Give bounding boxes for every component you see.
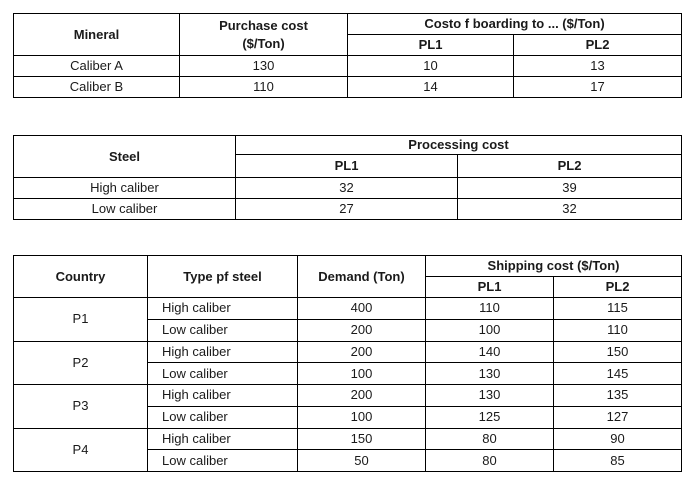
type-cell: Low caliber (148, 319, 298, 341)
demand-cell: 200 (298, 319, 426, 341)
country-cell: P4 (14, 428, 148, 472)
header-processing-cost: Processing cost (236, 136, 682, 155)
header-pl1: PL1 (426, 277, 554, 298)
purchase-cost-cell: 110 (180, 77, 348, 98)
header-pl2: PL2 (554, 277, 682, 298)
mineral-cost-table (13, 13, 682, 98)
header-pl2: PL2 (458, 155, 682, 178)
pl2-cell: 90 (554, 428, 682, 450)
type-cell: Low caliber (148, 450, 298, 472)
pl1-cell: 80 (426, 450, 554, 472)
header-boarding-cost: Costo f boarding to ... ($/Ton) (348, 14, 682, 35)
pl1-cell: 100 (426, 319, 554, 341)
type-cell: High caliber (148, 428, 298, 450)
steel-cell: High caliber (14, 178, 236, 199)
demand-cell: 50 (298, 450, 426, 472)
pl1-cell: 140 (426, 341, 554, 363)
header-country: Country (14, 256, 148, 298)
steel-processing-table (13, 135, 682, 220)
pl2-cell: 115 (554, 298, 682, 320)
demand-cell: 200 (298, 385, 426, 407)
table-row (14, 178, 682, 199)
header-purchase-cost-line2: ($/Ton) (242, 35, 285, 51)
type-cell: High caliber (148, 385, 298, 407)
pl1-cell: 125 (426, 406, 554, 428)
pl1-cell: 130 (426, 363, 554, 385)
pl2-cell: 110 (554, 319, 682, 341)
pl2-cell: 150 (554, 341, 682, 363)
pl2-cell: 145 (554, 363, 682, 385)
demand-cell: 100 (298, 363, 426, 385)
pl1-cell: 80 (426, 428, 554, 450)
header-mineral: Mineral (14, 14, 180, 56)
pl2-cell: 39 (458, 178, 682, 199)
pl2-cell: 127 (554, 406, 682, 428)
pl1-cell: 110 (426, 298, 554, 320)
pl1-cell: 32 (236, 178, 458, 199)
pl1-cell: 27 (236, 199, 458, 220)
header-purchase-cost-line1: Purchase cost (219, 17, 308, 33)
pl2-cell: 13 (514, 56, 682, 77)
table-row (14, 428, 682, 450)
pl2-cell: 17 (514, 77, 682, 98)
header-pl2: PL2 (514, 35, 682, 56)
country-cell: P1 (14, 298, 148, 342)
type-cell: Low caliber (148, 363, 298, 385)
table-row (14, 77, 682, 98)
pl1-cell: 130 (426, 385, 554, 407)
table-row (14, 56, 682, 77)
table-row (14, 385, 682, 407)
demand-cell: 200 (298, 341, 426, 363)
pl1-cell: 10 (348, 56, 514, 77)
header-pl1: PL1 (236, 155, 458, 178)
header-purchase-cost (180, 14, 348, 56)
type-cell: High caliber (148, 298, 298, 320)
demand-cell: 400 (298, 298, 426, 320)
type-cell: High caliber (148, 341, 298, 363)
steel-cell: Low caliber (14, 199, 236, 220)
mineral-cell: Caliber A (14, 56, 180, 77)
mineral-cell: Caliber B (14, 77, 180, 98)
demand-cell: 150 (298, 428, 426, 450)
header-demand: Demand (Ton) (298, 256, 426, 298)
table-row (14, 341, 682, 363)
header-pl1: PL1 (348, 35, 514, 56)
table-row (14, 199, 682, 220)
country-demand-table (13, 255, 682, 472)
pl2-cell: 85 (554, 450, 682, 472)
pl2-cell: 135 (554, 385, 682, 407)
pl1-cell: 14 (348, 77, 514, 98)
pl2-cell: 32 (458, 199, 682, 220)
country-cell: P3 (14, 385, 148, 429)
type-cell: Low caliber (148, 406, 298, 428)
table-row (14, 298, 682, 320)
demand-cell: 100 (298, 406, 426, 428)
header-steel: Steel (14, 136, 236, 178)
country-cell: P2 (14, 341, 148, 385)
header-type-of-steel: Type pf steel (148, 256, 298, 298)
header-shipping-cost: Shipping cost ($/Ton) (426, 256, 682, 277)
purchase-cost-cell: 130 (180, 56, 348, 77)
